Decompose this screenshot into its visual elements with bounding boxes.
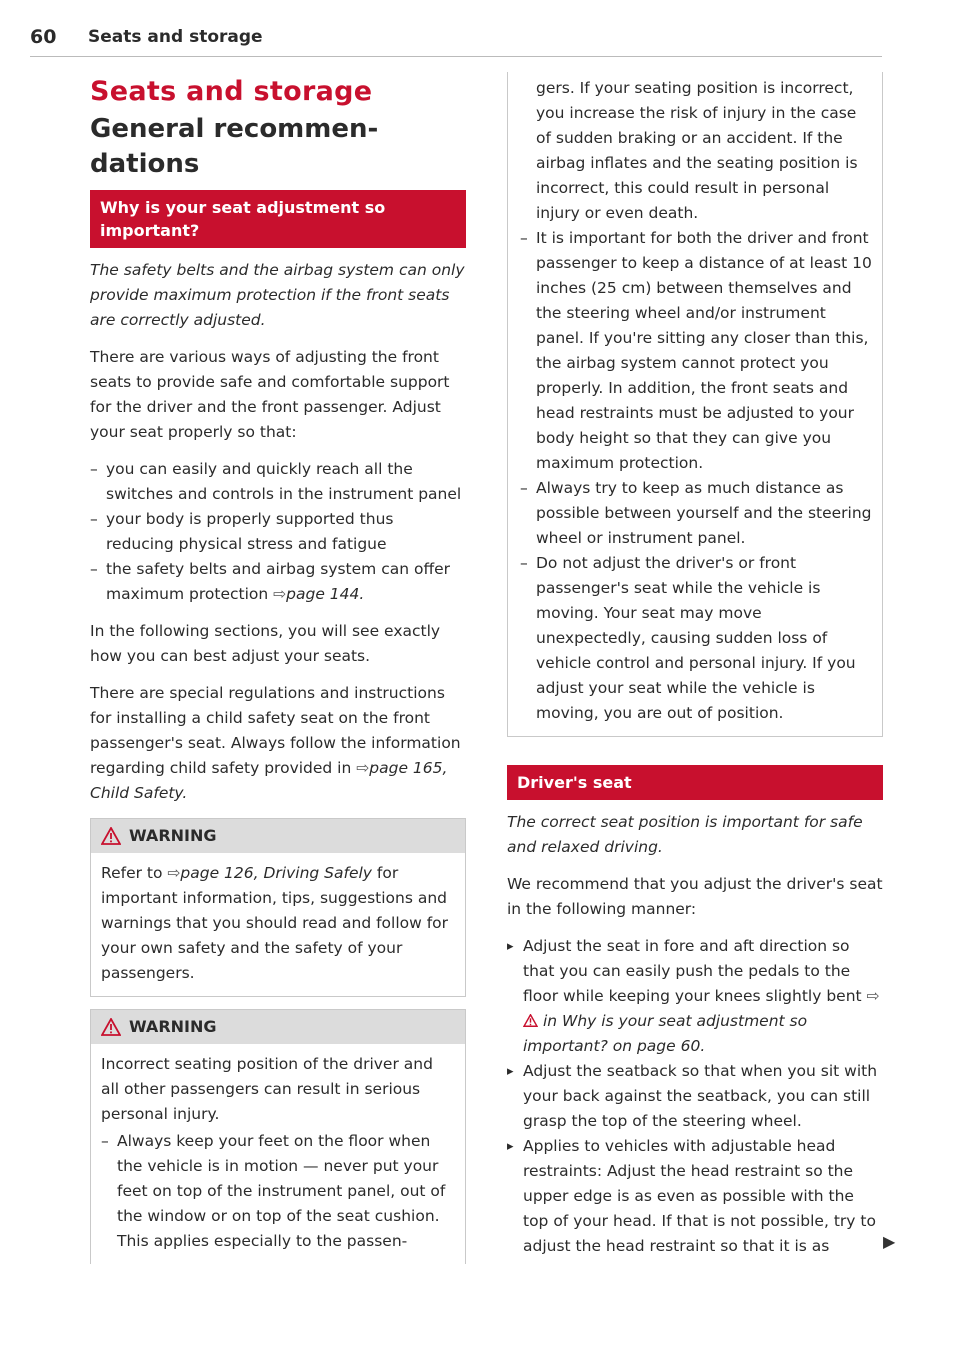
adjustment-steps — [507, 934, 883, 1259]
intro-text: The safety belts and the airbag system can only provide maximum protection if the front seats are correctly adjusted. — [90, 261, 465, 329]
list-item: – your body is properly supported thus reducing physical stress and fatigue — [90, 507, 466, 557]
chapter-title: Seats and storage — [90, 76, 373, 107]
warning-title: WARNING — [129, 826, 217, 845]
list-item: – Always try to keep as much distance as possible between yourself and the steering wheel or instrument panel. — [520, 476, 872, 551]
reference-arrow-icon: ⇨ — [356, 759, 370, 777]
list-item: – you can easily and quickly reach all the switches and controls in the instrument panel — [90, 457, 466, 507]
page-reference-link[interactable]: page 165, Child Safety. — [90, 759, 448, 802]
warning-triangle-icon — [101, 827, 121, 845]
warning-header — [91, 819, 465, 853]
step-item: ▸ Adjust the seatback so that when you sit with your back against the seatback, you can still grasp the top of the steering wheel. — [507, 1059, 883, 1134]
step-text: Adjust the seat in fore and aft direction so that you can easily push the pedals to the floor while keeping your knees slightly bent — [523, 937, 862, 1005]
adjustment-list — [90, 457, 466, 607]
paragraph-text: There are special regulations and instructions for installing a child safety seat on the front passenger's seat. Always follow the information regarding child safety provided in — [90, 684, 461, 777]
right-column — [507, 72, 883, 1259]
warning-box — [90, 818, 466, 997]
reference-arrow-icon: ⇨ — [866, 987, 880, 1005]
warning-triangle-icon — [523, 1014, 538, 1027]
step-item: ▸ Applies to vehicles with adjustable head restraints: Adjust the head restraint so the upper edge is as even as possible with the top of your head. If that is not possible, try to adjust the head restraint so that it is as — [507, 1134, 883, 1259]
running-head: Seats and storage — [88, 27, 263, 47]
page-number: 60 — [30, 26, 57, 48]
continue-arrow-icon: ▶ — [883, 1232, 896, 1251]
reference-arrow-icon: ⇨ — [167, 864, 181, 882]
paragraph — [90, 681, 466, 806]
warning-text: Incorrect seating position of the driver and all other passengers can result in serious personal injury. — [101, 1055, 433, 1123]
page-reference-link[interactable]: page 144. — [286, 585, 365, 603]
warning-box — [90, 1009, 466, 1264]
warning-list — [520, 226, 872, 726]
left-column — [90, 72, 466, 1264]
subheading-drivers-seat: Driver's seat — [507, 765, 883, 800]
list-item: – Do not adjust the driver's or front passenger's seat while the vehicle is moving. Your seat may move unexpectedly, causing sudden loss of vehicle control and personal injury. If you adjust your seat while the vehicle is moving, you are out of position. — [520, 551, 872, 726]
warning-header — [91, 1010, 465, 1044]
page-reference-link[interactable]: in Why is your seat adjustment so important? on page 60. — [523, 1012, 808, 1055]
page-header — [30, 22, 882, 57]
warning-text: for important information, tips, suggestions and warnings that you should read and follow for your own safety and the safety of your passengers. — [101, 864, 449, 982]
subheading-seat-adjustment: Why is your seat adjustment so important? — [90, 190, 466, 248]
intro-text: The correct seat position is important for safe and relaxed driving. — [507, 813, 863, 856]
step-item — [507, 934, 883, 1059]
warning-body — [91, 1044, 465, 1264]
page-reference-link[interactable]: page 126, Driving Safely — [180, 864, 372, 882]
warning-body — [91, 853, 465, 996]
warning-title: WARNING — [129, 1017, 217, 1036]
warning-text: gers. If your seating position is incorrect, you increase the risk of injury in the case of sudden braking or an accident. If the airbag inflates and the seating position is incorrect, this could result in personal injury or even death. — [536, 79, 858, 222]
warning-text: Refer to — [101, 864, 163, 882]
list-item: – It is important for both the driver and front passenger to keep a distance of at least 10 inches (25 cm) between themselves and the steering wheel and/or instrument panel. If you're sitting any closer than this, the airbag system cannot protect you properly. In addition, the front seats and head restraints must be adjusted to your body height so that they can give you maximum protection. — [520, 226, 872, 476]
paragraph: In the following sections, you will see exactly how you can best adjust your seats. — [90, 622, 441, 665]
paragraph: We recommend that you adjust the driver's seat in the following manner: — [507, 875, 883, 918]
reference-arrow-icon: ⇨ — [273, 585, 287, 603]
section-title: General recommen-dations — [90, 114, 379, 179]
warning-triangle-icon — [101, 1018, 121, 1036]
paragraph: There are various ways of adjusting the front seats to provide safe and comfortable support for the driver and the front passenger. Adjust your seat properly so that: — [90, 348, 450, 441]
list-item: – Always keep your feet on the floor when the vehicle is in motion — never put your feet on top of the instrument panel, out of the window or on top of the seat cushion. This applies especially to the passen- — [101, 1129, 455, 1254]
list-item-text: the safety belts and airbag system can offer maximum protection — [106, 560, 451, 603]
warning-list — [101, 1129, 455, 1254]
warning-box-continued — [507, 72, 883, 737]
list-item — [90, 557, 466, 607]
